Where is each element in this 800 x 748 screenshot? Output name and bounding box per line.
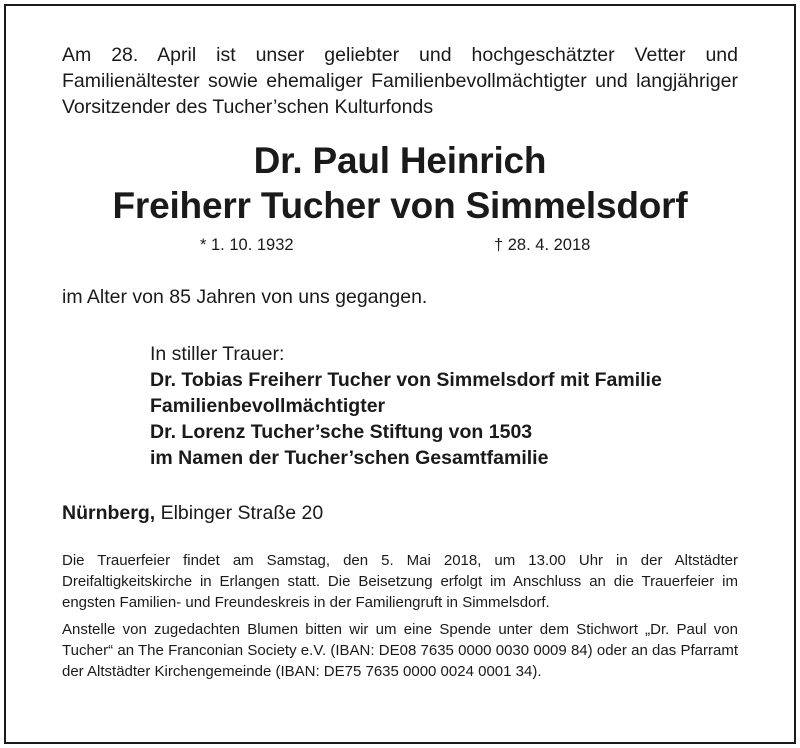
address-street: Elbinger Straße 20 [160, 502, 324, 524]
address-city: Nürnberg, [62, 502, 156, 524]
death-date: † 28. 4. 2018 [494, 236, 591, 254]
obituary-content [62, 42, 738, 682]
donation-notice: Anstelle von zugedachten Blumen bitten wir um eine Spende unter dem Stichwort „Dr. Paul von Tucher“ an The Franconian Society e.V. (IBAN: DE08 7635 0000 0030 0009 84) oder an das Pfarramt der Altstädter Kirchengemeinde (IBAN: DE75 7635 0000 0024 0001 34). [62, 621, 738, 680]
deceased-name [62, 138, 738, 228]
birth-date: * 1. 10. 1932 [200, 236, 294, 254]
life-dates [62, 234, 738, 260]
address [62, 500, 738, 526]
intro-text: Am 28. April ist unser geliebter und hochgeschätzter Vetter und Familienältester sowie ehemaliger Familienbevollmächtigter und langjähriger Vorsitzender des Tucher’schen Kulturfonds [62, 44, 738, 118]
mourners-block [150, 341, 738, 471]
mourner-line: Dr. Lorenz Tucher’sche Stiftung von 1503 [150, 421, 533, 443]
passed-away-text: im Alter von 85 Jahren von uns gegangen. [62, 286, 428, 308]
mourner-line: Dr. Tobias Freiherr Tucher von Simmelsdorf mit Familie [150, 369, 662, 391]
deceased-name-line-1: Dr. Paul Heinrich [253, 140, 547, 181]
funeral-notice: Die Trauerfeier findet am Samstag, den 5. Mai 2018, um 13.00 Uhr in der Altstädter Dreifaltigkeitskirche in Erlangen statt. Die Beisetzung erfolgt im Anschluss an die Trauerfeier im engsten Familien- und Freundeskreis in der Familiengruft in Simmelsdorf. [62, 552, 738, 611]
mourner-line: im Namen der Tucher’schen Gesamtfamilie [150, 447, 549, 469]
deceased-name-line-2: Freiherr Tucher von Simmelsdorf [112, 185, 688, 226]
mourner-line: Familienbevollmächtigter [150, 395, 386, 417]
mourning-lead: In stiller Trauer: [150, 343, 285, 365]
